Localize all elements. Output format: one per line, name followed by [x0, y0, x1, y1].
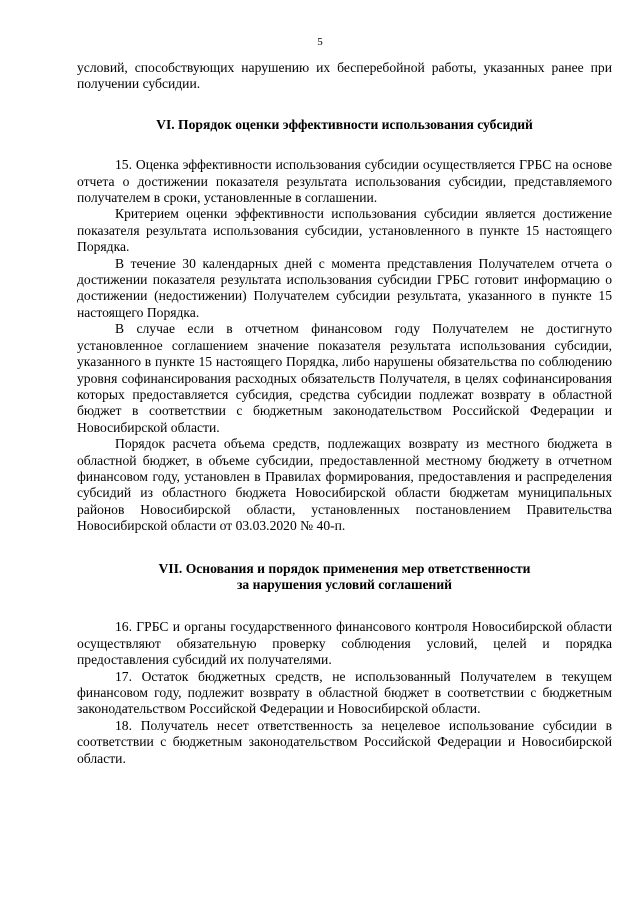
section-7-title-line-1: VII. Основания и порядок применения мер ответственности — [158, 560, 531, 576]
section-6-heading — [77, 117, 612, 133]
paragraph-16: 16. ГРБС и органы государственного финансового контроля Новосибирской области осуществляют обязательную проверку соблюдения условий, целей и порядка предоставления субсидий их получателями. — [77, 619, 612, 668]
paragraph-not-achieved: В случае если в отчетном финансовом году Получателем не достигнуто установленное соглашением значение показателя результата использования субсидии, указанного в пункте 15 настоящего Порядка, либо нарушены обязательства по соблюдению уровня софинансирования расходных обязательств Получателя, в целях софинансирования которых предоставляется субсидия, средства субсидии подлежат возврату в областной бюджет в соответствии с бюджетным законодательством Российской Федерации и Новосибирской области. — [77, 321, 612, 435]
section-7-heading — [77, 561, 612, 594]
paragraph-calculation-order: Порядок расчета объема средств, подлежащих возврату из местного бюджета в областной бюджет, в объеме субсидии, предоставленной местному бюджету в отчетном финансовом году, установлен в Правилах формирования, предоставления и распределения субсидий из областного бюджета Новосибирской области бюджетам муниципальных районов Новосибирской области, установленных постановлением Правительства Новосибирской области от 03.03.2020 № 40-п. — [77, 436, 612, 534]
paragraph-30-days: В течение 30 календарных дней с момента представления Получателем отчета о достижении показателя результата использования субсидии ГРБС готовит информацию о достижении (недостижении) Получателем субсидии результата, указанного в пункте 15 настоящего Порядка. — [77, 255, 612, 320]
paragraph-17: 17. Остаток бюджетных средств, не использованный Получателем в текущем финансовом году, подлежит возврату в областной бюджет в соответствии с бюджетным законодательством Российской Федерации и Новосибирской области. — [77, 668, 612, 717]
page-number: 5 — [317, 36, 323, 48]
paragraph-15: 15. Оценка эффективности использования субсидии осуществляется ГРБС на основе отчета о достижении показателя результата использования субсидии, представляемого получателем в сроки, установленные в соглашении. — [77, 157, 612, 206]
paragraph-18: 18. Получатель несет ответственность за нецелевое использование субсидии в соответствии с бюджетным законодательством Российской Федерации и Новосибирской области. — [77, 717, 612, 766]
paragraph-criterion: Критерием оценки эффективности использования субсидии является достижение показателя результата использования субсидии, установленного в пункте 15 настоящего Порядка. — [77, 206, 612, 255]
intro-paragraph: условий, способствующих нарушению их бесперебойной работы, указанных ранее при получении субсидии. — [77, 60, 612, 92]
section-6-title: VI. Порядок оценки эффективности использования субсидий — [156, 116, 533, 132]
section-7-title-line-2: за нарушения условий соглашений — [236, 576, 453, 592]
document-body — [77, 60, 612, 767]
